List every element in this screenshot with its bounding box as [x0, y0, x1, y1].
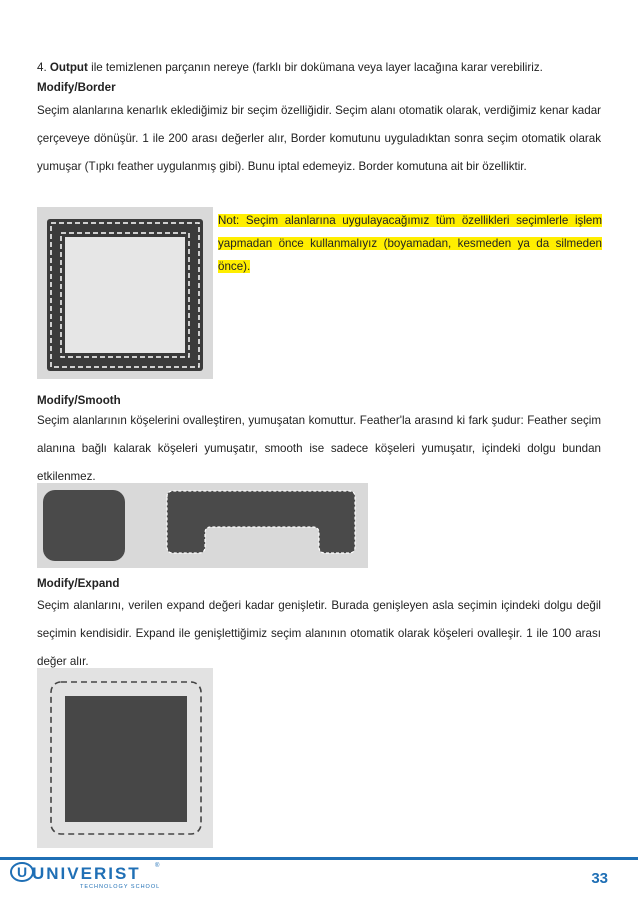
- smooth-paragraph: Seçim alanlarının köşelerini ovalleştiren, yumuşatan komuttur. Feather'la arasınd ki fark şudur: Feather seçim alanına bağlı kalarak köşeleri yumuşatır, smooth ise sadece köşeleri yumuşatır, içindeki dolgu bundan etkilenmez.: [37, 414, 601, 483]
- univerist-logo-icon: [10, 858, 160, 892]
- item-4-rest: ile temizlenen parçanın nereye (farklı bir dokümana veya layer lacağına karar verebiliriz.: [87, 61, 543, 74]
- brand-name: UNIVERIST: [32, 864, 141, 883]
- page-number: 33: [591, 870, 608, 887]
- smooth-figure: [37, 483, 368, 568]
- border-paragraph: Seçim alanlarına kenarlık eklediğimiz bir seçim özelliğidir. Seçim alanı otomatik olarak, verdiğimiz kenar kadar çerçeveye dönüşür. 1 ile 200 arası değerler alır, Border komutunu uyguladıktan sonra seçim otomatik olarak yumuşar (Tıpkı feather uygulanmış gibi). Bunu iptal edemeyiz. Border komutuna ait bir özelliktir.: [37, 104, 601, 173]
- border-heading: Modify/Border: [37, 81, 116, 94]
- item-4-prefix: 4.: [37, 61, 50, 74]
- note-highlight: Not: Seçim alanlarına uygulayacağımız tüm özellikleri seçimlerle işlem yapmadan önce kullanmalıyız (boyamadan, kesmeden ya da silmeden önce).: [218, 214, 602, 273]
- expand-heading: Modify/Expand: [37, 577, 120, 590]
- item-4-bold: Output: [49, 61, 88, 74]
- note-paragraph: [218, 209, 602, 278]
- expand-paragraph: Seçim alanlarını, verilen expand değeri kadar genişletir. Burada genişleyen asla seçimin içindeki dolgu değil seçimin kendisidir. Expand ile genişlettiğimiz seçim alanının otomatik olarak köşeleri ovalleşir. 1 ile 100 arası değer alır.: [37, 599, 601, 668]
- expand-figure: [37, 668, 213, 848]
- brand-tagline: TECHNOLOGY SCHOOL: [80, 884, 160, 890]
- item-4-paragraph: [37, 58, 601, 78]
- svg-text:®: ®: [155, 863, 160, 869]
- border-figure: [37, 207, 213, 379]
- smooth-heading: Modify/Smooth: [37, 394, 121, 407]
- brand-logo: [10, 858, 160, 897]
- svg-text:U: U: [16, 864, 28, 880]
